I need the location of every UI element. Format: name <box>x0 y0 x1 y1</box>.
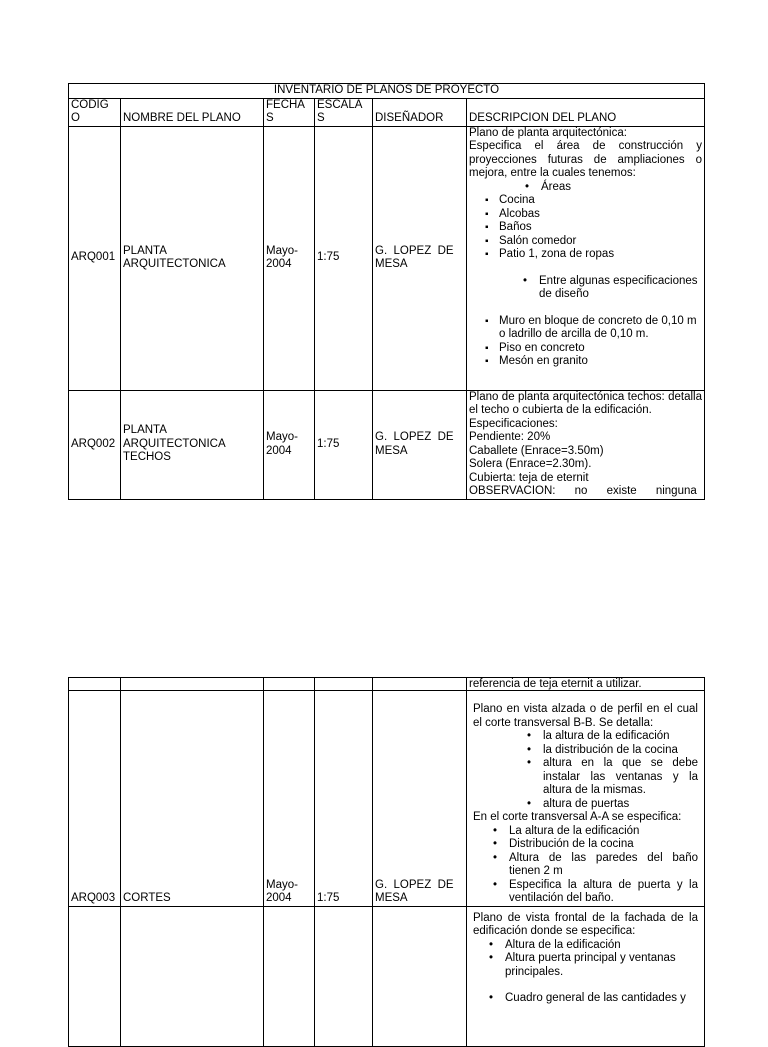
header-disenador: DISEÑADOR <box>373 98 467 126</box>
empty-cell <box>121 906 264 1046</box>
list-item: • altura de puertas <box>473 798 698 812</box>
empty-cell <box>264 678 315 691</box>
cell-escala: 1:75 <box>315 390 373 499</box>
list-item: • la altura de la edificación <box>473 730 698 744</box>
list-item: ▪ Mesón en granito <box>469 355 702 369</box>
cell-nombre: PLANTA ARQUITECTONICA TECHOS <box>121 390 264 499</box>
inventory-table-continued <box>68 677 705 1047</box>
table-row <box>69 691 705 907</box>
empty-cell <box>69 678 121 691</box>
table-row <box>69 126 705 390</box>
list-item: • La altura de la edificación <box>473 825 698 839</box>
list-item: • Altura de la edificación <box>473 939 698 953</box>
list-item: ▪ Muro en bloque de concreto de 0,10 m o ladrillo de arcilla de 0,10 m. <box>469 315 702 342</box>
list-item: ▪ Cocina <box>469 194 702 208</box>
header-fechas: FECHA S <box>264 98 315 126</box>
cell-fecha: Mayo- 2004 <box>264 691 315 907</box>
list-item: • Distribución de la cocina <box>473 838 698 852</box>
list-item: • Especifica la altura de puerta y la ventilación del baño. <box>473 879 698 906</box>
empty-cell <box>264 906 315 1046</box>
cell-descripcion: Plano de planta arquitectónica: Especifica el área de construcción y proyecciones futuras de ampliaciones o mejora, entre la cuales tenemos: • Áreas ▪ Cocina ▪ Alcobas ▪ Baños ▪ Salón comedor ▪ Patio 1, zona de ropas • Entre algunas especificaciones de diseño ▪ Muro en bloque de concreto de 0,10 m o ladrillo de arcilla de 0,10 m. ▪ Piso en concreto ▪ Mesón en granito <box>467 126 705 390</box>
cell-nombre: PLANTA ARQUITECTONICA <box>121 126 264 390</box>
list-item: ▪ Baños <box>469 221 702 235</box>
specs-list <box>469 315 702 369</box>
empty-cell <box>121 678 264 691</box>
cell-disenador: G. LOPEZ DE MESA <box>373 390 467 499</box>
table-title: INVENTARIO DE PLANOS DE PROYECTO <box>69 84 705 99</box>
header-nombre: NOMBRE DEL PLANO <box>121 98 264 126</box>
empty-cell <box>69 906 121 1046</box>
cell-escala: 1:75 <box>315 126 373 390</box>
cell-descripcion: referencia de teja eternit a utilizar. <box>467 678 705 691</box>
fachada-list <box>473 939 698 980</box>
cell-descripcion: Plano en vista alzada o de perfil en el cual el corte transversal B-B. Se detalla: • la altura de la edificación • la distribución de la cocina • altura en la que se debe instalar las ventanas y la altura de la mismas. • altura de puertas En el corte transversal A-A se especifica: • La altura de la edificación • Distribución de la cocina • Altura de las paredes del baño tienen 2 m • Especifica la altura de puerta y la ventilación del baño. <box>467 691 705 907</box>
cell-disenador: G. LOPEZ DE MESA <box>373 691 467 907</box>
cell-disenador: G. LOPEZ DE MESA <box>373 126 467 390</box>
list-item: • Áreas <box>469 181 702 195</box>
inventory-table <box>68 83 705 500</box>
list-item: ▪ Alcobas <box>469 208 702 222</box>
list-item: • Altura puerta principal y ventanas principales. <box>473 952 698 979</box>
empty-cell <box>373 906 467 1046</box>
areas-list <box>469 194 702 262</box>
table-row <box>69 906 705 1046</box>
cell-descripcion: Plano de planta arquitectónica techos: detalla el techo o cubierta de la edificación. Especificaciones: Pendiente: 20% Caballete (Enrace=3.50m) Solera (Enrace=2.30m). Cubierta: teja de eternit OBSERVACION: no existe ninguna <box>467 390 705 499</box>
header-codigo: CODIG O <box>69 98 121 126</box>
cell-fecha: Mayo- 2004 <box>264 126 315 390</box>
aa-list <box>473 825 698 906</box>
bb-list <box>473 730 698 811</box>
cell-codigo: ARQ001 <box>69 126 121 390</box>
list-item: ▪ Piso en concreto <box>469 342 702 356</box>
cell-nombre: CORTES <box>121 691 264 907</box>
table-row <box>69 678 705 691</box>
header-descripcion: DESCRIPCION DEL PLANO <box>467 98 705 126</box>
list-item: • la distribución de la cocina <box>473 744 698 758</box>
list-item: • altura en la que se debe instalar las ventanas y la altura de la mismas. <box>473 757 698 798</box>
table-row <box>69 390 705 499</box>
list-item: • Cuadro general de las cantidades y <box>473 992 698 1006</box>
empty-cell <box>315 906 373 1046</box>
cell-codigo: ARQ002 <box>69 390 121 499</box>
cell-escala: 1:75 <box>315 691 373 907</box>
header-row <box>69 98 705 126</box>
list-item: • Entre algunas especificaciones de diseño <box>469 275 702 302</box>
cell-codigo: ARQ003 <box>69 691 121 907</box>
cell-fecha: Mayo- 2004 <box>264 390 315 499</box>
empty-cell <box>315 678 373 691</box>
list-item: • Altura de las paredes del baño tienen 2 m <box>473 852 698 879</box>
header-escalas: ESCALA S <box>315 98 373 126</box>
empty-cell <box>373 678 467 691</box>
cell-descripcion: Plano de vista frontal de la fachada de la edificación donde se especifica: • Altura de la edificación • Altura puerta principal y ventanas principales. • Cuadro general de las cantidades y <box>467 906 705 1046</box>
list-item: ▪ Salón comedor <box>469 235 702 249</box>
list-item: ▪ Patio 1, zona de ropas <box>469 248 702 262</box>
